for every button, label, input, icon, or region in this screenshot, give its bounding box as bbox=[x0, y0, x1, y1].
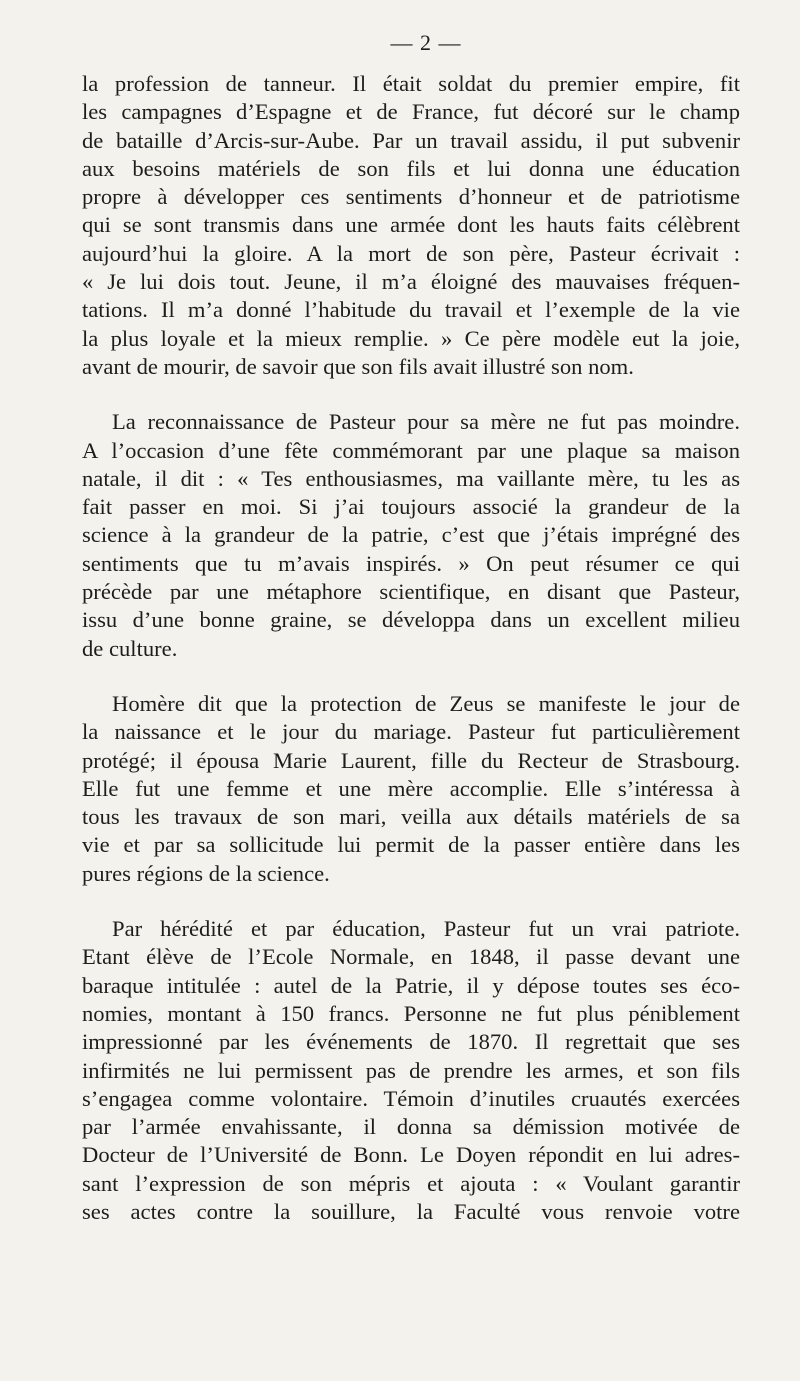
text-line: Homère dit que la protection de Zeus se manifeste le jour de bbox=[112, 690, 740, 716]
text-line: Par hérédité et par éducation, Pasteur fut un vrai patriote. bbox=[112, 916, 740, 942]
text-line: ses actes contre la souillure, la Faculté vous renvoie votre bbox=[82, 1198, 740, 1224]
paragraph-2 bbox=[82, 408, 740, 663]
text-line: protégé; il épousa Marie Laurent, fille du Recteur de Strasbourg. bbox=[82, 747, 740, 773]
text-line: qui se sont transmis dans une armée dont les hauts faits célèbrent bbox=[82, 212, 740, 238]
text-line: la naissance et le jour du mariage. Pasteur fut particulièrement bbox=[82, 719, 740, 745]
text-line: pures régions de la science. bbox=[82, 860, 330, 886]
text-line: infirmités ne lui permissent pas de prendre les armes, et son fils bbox=[82, 1057, 740, 1083]
text-line: par l’armée envahissante, il donna sa démission motivée de bbox=[82, 1114, 740, 1140]
text-line: précède par une métaphore scientifique, en disant que Pasteur, bbox=[82, 579, 740, 605]
text-line: baraque intitulée : autel de la Patrie, il y dépose toutes ses éco- bbox=[82, 972, 740, 998]
text-line: science à la grandeur de la patrie, c’est que j’étais imprégné des bbox=[82, 522, 740, 548]
text-line: les campagnes d’Espagne et de France, fut décoré sur le champ bbox=[82, 99, 740, 125]
text-line: sant l’expression de son mépris et ajouta : « Voulant garantir bbox=[82, 1170, 740, 1196]
text-line: vie et par sa sollicitude lui permit de la passer entière dans les bbox=[82, 832, 740, 858]
text-line: tous les travaux de son mari, veilla aux détails matériels de sa bbox=[82, 804, 740, 830]
paragraph-4 bbox=[82, 915, 740, 1226]
text-line: sentiments que tu m’avais inspirés. » On peut résumer ce qui bbox=[82, 550, 740, 576]
text-line: propre à développer ces sentiments d’honneur et de patriotisme bbox=[82, 184, 740, 210]
text-line: impressionné par les événements de 1870. Il regrettait que ses bbox=[82, 1029, 740, 1055]
text-line: Elle fut une femme et une mère accomplie. Elle s’intéressa à bbox=[82, 775, 740, 801]
text-line: avant de mourir, de savoir que son fils avait illustré son nom. bbox=[82, 353, 634, 379]
text-line: de culture. bbox=[82, 635, 178, 661]
text-line: « Je lui dois tout. Jeune, il m’a éloigné des mauvaises fréquen- bbox=[82, 269, 740, 295]
text-line: de bataille d’Arcis-sur-Aube. Par un travail assidu, il put subvenir bbox=[82, 127, 740, 153]
text-line: La reconnaissance de Pasteur pour sa mère ne fut pas moindre. bbox=[112, 409, 740, 435]
text-line: aujourd’hui la gloire. A la mort de son père, Pasteur écrivait : bbox=[82, 240, 740, 266]
paragraph-3 bbox=[82, 690, 740, 888]
text-line: nomies, montant à 150 francs. Personne ne fut plus péniblement bbox=[82, 1000, 740, 1026]
text-line: A l’occasion d’une fête commémorant par une plaque sa maison bbox=[82, 437, 740, 463]
text-line: Docteur de l’Université de Bonn. Le Doyen répondit en lui adres- bbox=[82, 1142, 740, 1168]
text-line: aux besoins matériels de son fils et lui donna une éducation bbox=[82, 155, 740, 181]
text-line: fait passer en moi. Si j’ai toujours associé la grandeur de la bbox=[82, 494, 740, 520]
paragraph-1 bbox=[82, 70, 740, 381]
text-line: s’engagea comme volontaire. Témoin d’inutiles cruautés exercées bbox=[82, 1085, 740, 1111]
text-line: la plus loyale et la mieux remplie. » Ce père modèle eut la joie, bbox=[82, 325, 740, 351]
text-line: Etant élève de l’Ecole Normale, en 1848, il passe devant une bbox=[82, 944, 740, 970]
text-line: tations. Il m’a donné l’habitude du travail et l’exemple de la vie bbox=[82, 297, 740, 323]
page-number: — 2 — bbox=[390, 30, 462, 55]
text-line: issu d’une bonne graine, se développa dans un excellent milieu bbox=[82, 607, 740, 633]
text-line: natale, il dit : « Tes enthousiasmes, ma vaillante mère, tu les as bbox=[82, 465, 740, 491]
text-line: la profession de tanneur. Il était soldat du premier empire, fit bbox=[82, 71, 740, 96]
